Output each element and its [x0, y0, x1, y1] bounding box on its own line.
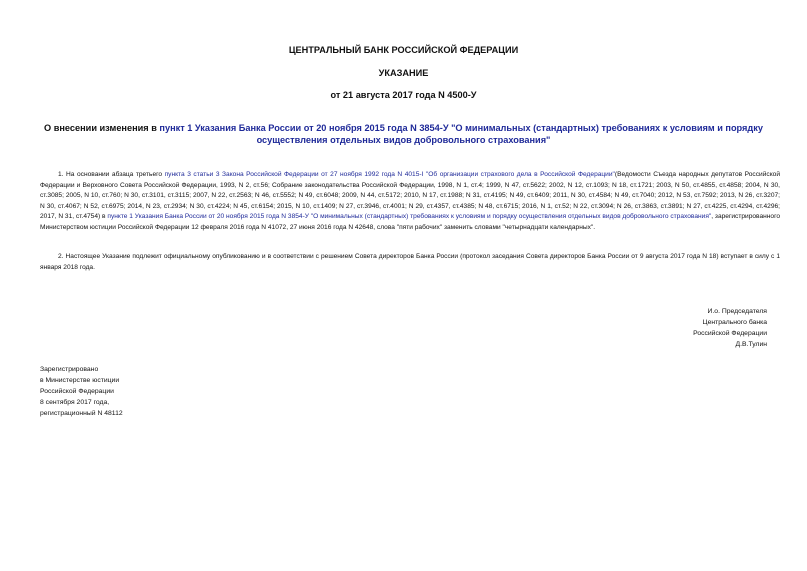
document-subject: [40, 122, 767, 146]
registration-line: Российской Федерации: [40, 388, 114, 395]
document-date-number: от 21 августа 2017 года N 4500-У: [330, 90, 477, 100]
registration-date: 8 сентября 2017 года,: [40, 399, 110, 406]
signatory-name: Д.В.Тулин: [735, 341, 767, 348]
paragraph-2-text: 2. Настоящее Указание подлежит официальному опубликованию и в соответствии с решением Совета директоров Банка России (протокол заседания Совета директоров Банка России от 9 августа 2017 года N 18) вступает в силу с 1 января 2018 года.: [40, 253, 780, 271]
subject-prefix: О внесении изменения в: [44, 123, 160, 133]
signature-line: И.о. Председателя: [707, 308, 767, 315]
subject-link[interactable]: пункт 1 Указания Банка России от 20 ноября 2015 года N 3854-У "О минимальных (стандартных) требованиях к условиям и порядку осуществления отдельных видов добровольного страхования": [159, 123, 763, 145]
law-reference-link[interactable]: пункта 3 статьи 3 Закона Российской Федерации от 27 ноября 1992 года N 4015-I "Об организации страхового дела в Российской Федерации": [164, 171, 615, 178]
paragraph-1-text-c: , зарегистрированного Министерством юстиции Российской Федерации 12 февраля 2016 года N 41072, 27 июня 2016 года N 42648, слова "пяти рабочих" заменить словами "четырнадцати календарных".: [40, 213, 781, 231]
paragraph-2: [40, 252, 780, 273]
signature-line: Центрального банка: [702, 319, 767, 326]
issuer-title: ЦЕНТРАЛЬНЫЙ БАНК РОССИЙСКОЙ ФЕДЕРАЦИИ: [288, 45, 519, 55]
signature-block: [567, 306, 767, 350]
paragraph-1: [40, 170, 780, 234]
registration-block: [40, 364, 240, 419]
directive-reference-link[interactable]: пункте 1 Указания Банка России от 20 ноября 2015 года N 3854-У "О минимальных (стандартных) требованиях к условиям и порядку осуществления отдельных видов добровольного страхования": [107, 213, 712, 221]
registration-line: Зарегистрировано: [40, 366, 99, 373]
document-type: УКАЗАНИЕ: [378, 68, 429, 78]
paragraph-1-text-a: 1. На основании абзаца третьего: [58, 171, 165, 178]
registration-line: в Министерстве юстиции: [40, 377, 120, 384]
paragraph-1-text-b: (Ведомости Съезда народных депутатов Российской Федерации и Верховного Совета Российской Федерации, 1993, N 2, ст.56; Собрание законодательства Российской Федерации, 1998, N 1, ст.4; 1999, N 47, ст.5622; 2002, N 12, ст.1093; N 18, ст.1721; 2003, N 50, ст.4855, ст.4858; 2004, N 30, ст.3085; 2005, N 10, ст.760; N 30, ст.3101, ст.3115; 2007, N 22, ст.2563; N 46, ст.5552; N 49, ст.6048; 2009, N 44, ст.5172; 2010, N 17, ст.1988; N 31, ст.4195; N 49, ст.6409; 2011, N 30, ст.4584; N 49, ст.7040; 2012, N 53, ст.7592; 2013, N 26, ст.3207; N 30, ст.4067; N 52, ст.6975; 2014, N 23, ст.2934; N 30, ст.4224; N 45, ст.6154; 2015, N 10, ст.1409; N 27, ст.3946, ст.4001; N 29, ст.4357, ст.4385; N 48, ст.6715; 2016, N 1, ст.52; N 22, ст.3094; N 26, ст.3863, ст.3891; N 27, ст.4225, ст.4294, ст.4296; 2017, N 31, ст.4754) в: [40, 171, 780, 221]
registration-number: регистрационный N 48112: [40, 410, 123, 417]
signature-line: Российской Федерации: [693, 330, 767, 337]
